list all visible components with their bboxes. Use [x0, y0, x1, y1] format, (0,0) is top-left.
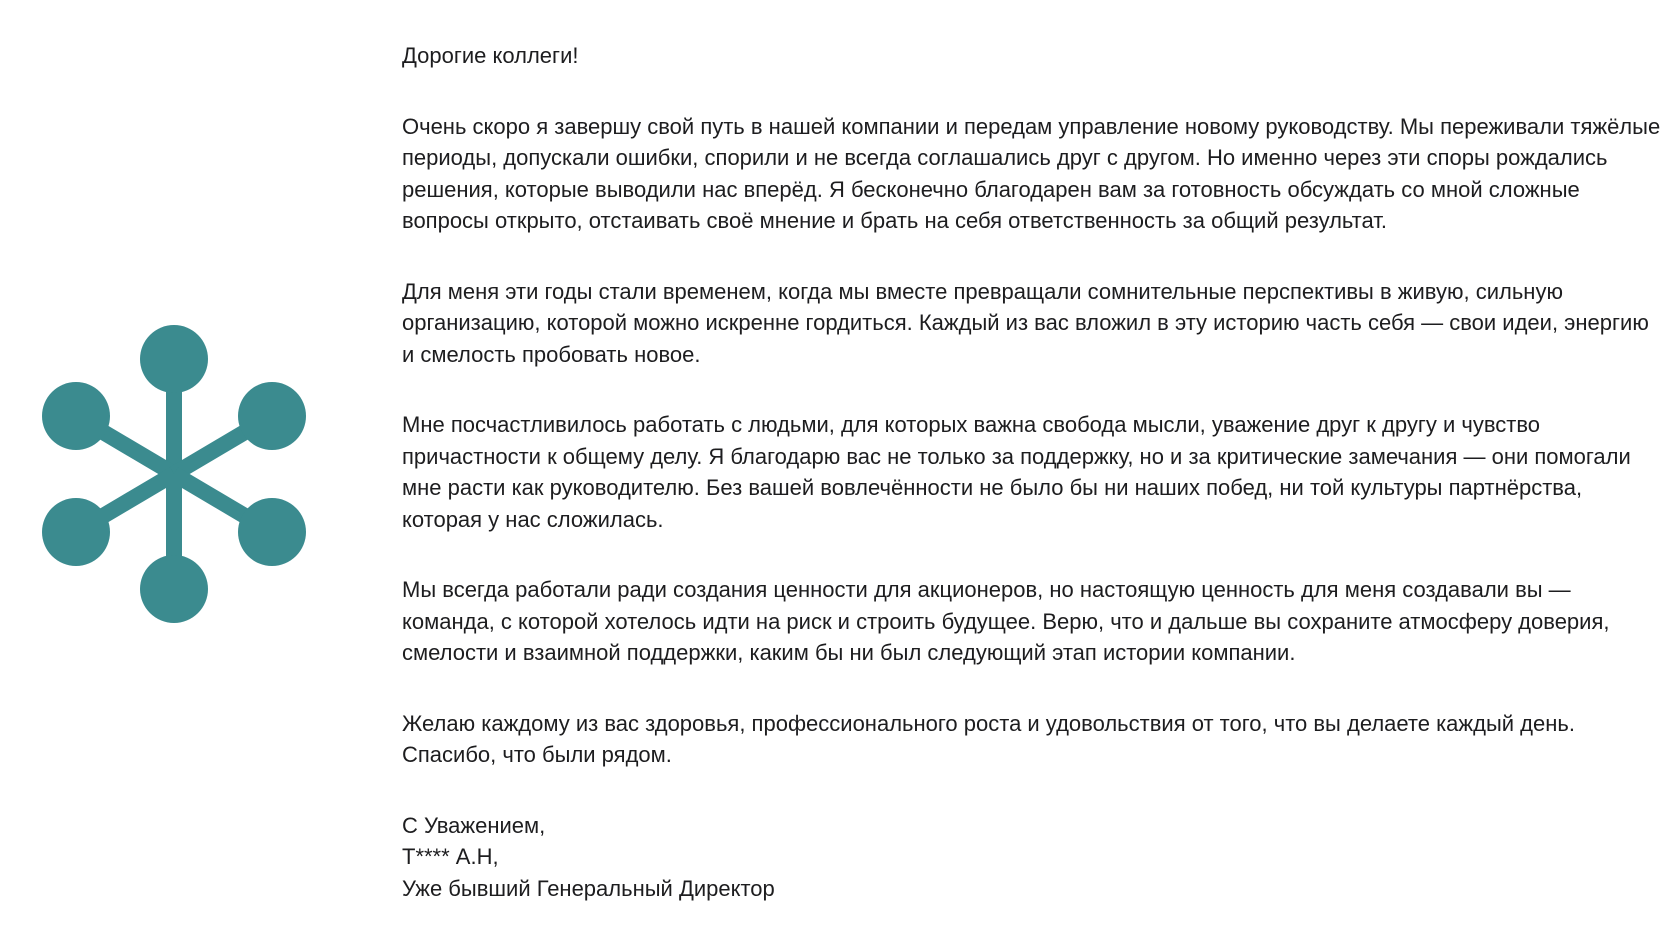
letter-paragraph-1: Очень скоро я завершу свой путь в нашей компании и передам управление новому руководству. Мы переживали тяжёлые периоды, допускали ошибки, спорили и не всегда соглашались друг с другом. Но именно через эти споры рождались решения, которые выводили нас вперёд. Я бесконечно благодарен вам за готовность обсуждать со мной сложные вопросы открыто, отстаивать своё мнение и брать на себя ответственность за общий результат.: [402, 113, 1661, 233]
signature-name: Т**** А.Н,: [402, 844, 499, 869]
logo-node: [238, 382, 306, 450]
logo-node: [42, 382, 110, 450]
logo-node: [140, 555, 208, 623]
letter-paragraph-5: Желаю каждому из вас здоровья, профессионального роста и удовольствия от того, что вы делаете каждый день. Спасибо, что были рядом.: [402, 710, 1575, 767]
logo-node: [42, 498, 110, 566]
signature-closing: С Уважением,: [402, 812, 546, 838]
logo-group: [42, 325, 306, 623]
signature-block: [402, 810, 1664, 905]
letter-paragraph-3: Мне посчастливилось работать с людьми, для которых важна свобода мысли, уважение друг к другу и чувство причастности к общему делу. Я благодарю вас не только за поддержку, но и за критические замечания — они помогали мне расти как руководителю. Без вашей вовлечённости не было бы ни наших побед, ни той культуры партнёрства, которая у нас сложилась.: [402, 412, 1631, 532]
signature-title: Уже бывший Генеральный Директор: [402, 875, 775, 901]
letter-paragraph-2: Для меня эти годы стали временем, когда мы вместе превращали сомнительные перспективы в живую, сильную организацию, которой можно искренне гордиться. Каждый из вас вложил в эту историю часть себя — свои идеи, энергию и смелость пробовать новое.: [402, 278, 1649, 367]
logo-node: [140, 325, 208, 393]
letter-body: [402, 40, 1664, 904]
letter-greeting: Дорогие коллеги!: [402, 43, 579, 68]
letter-paragraph-4: Мы всегда работали ради создания ценности для акционеров, но настоящую ценность для меня создавали вы — команда, с которой хотелось идти на риск и строить будущее. Верю, что и дальше вы сохраните атмосферу доверия, смелости и взаимной поддержки, каким бы ни был следующий этап истории компании.: [402, 577, 1610, 665]
snowflake-network-icon: [36, 322, 312, 626]
logo-node: [238, 498, 306, 566]
